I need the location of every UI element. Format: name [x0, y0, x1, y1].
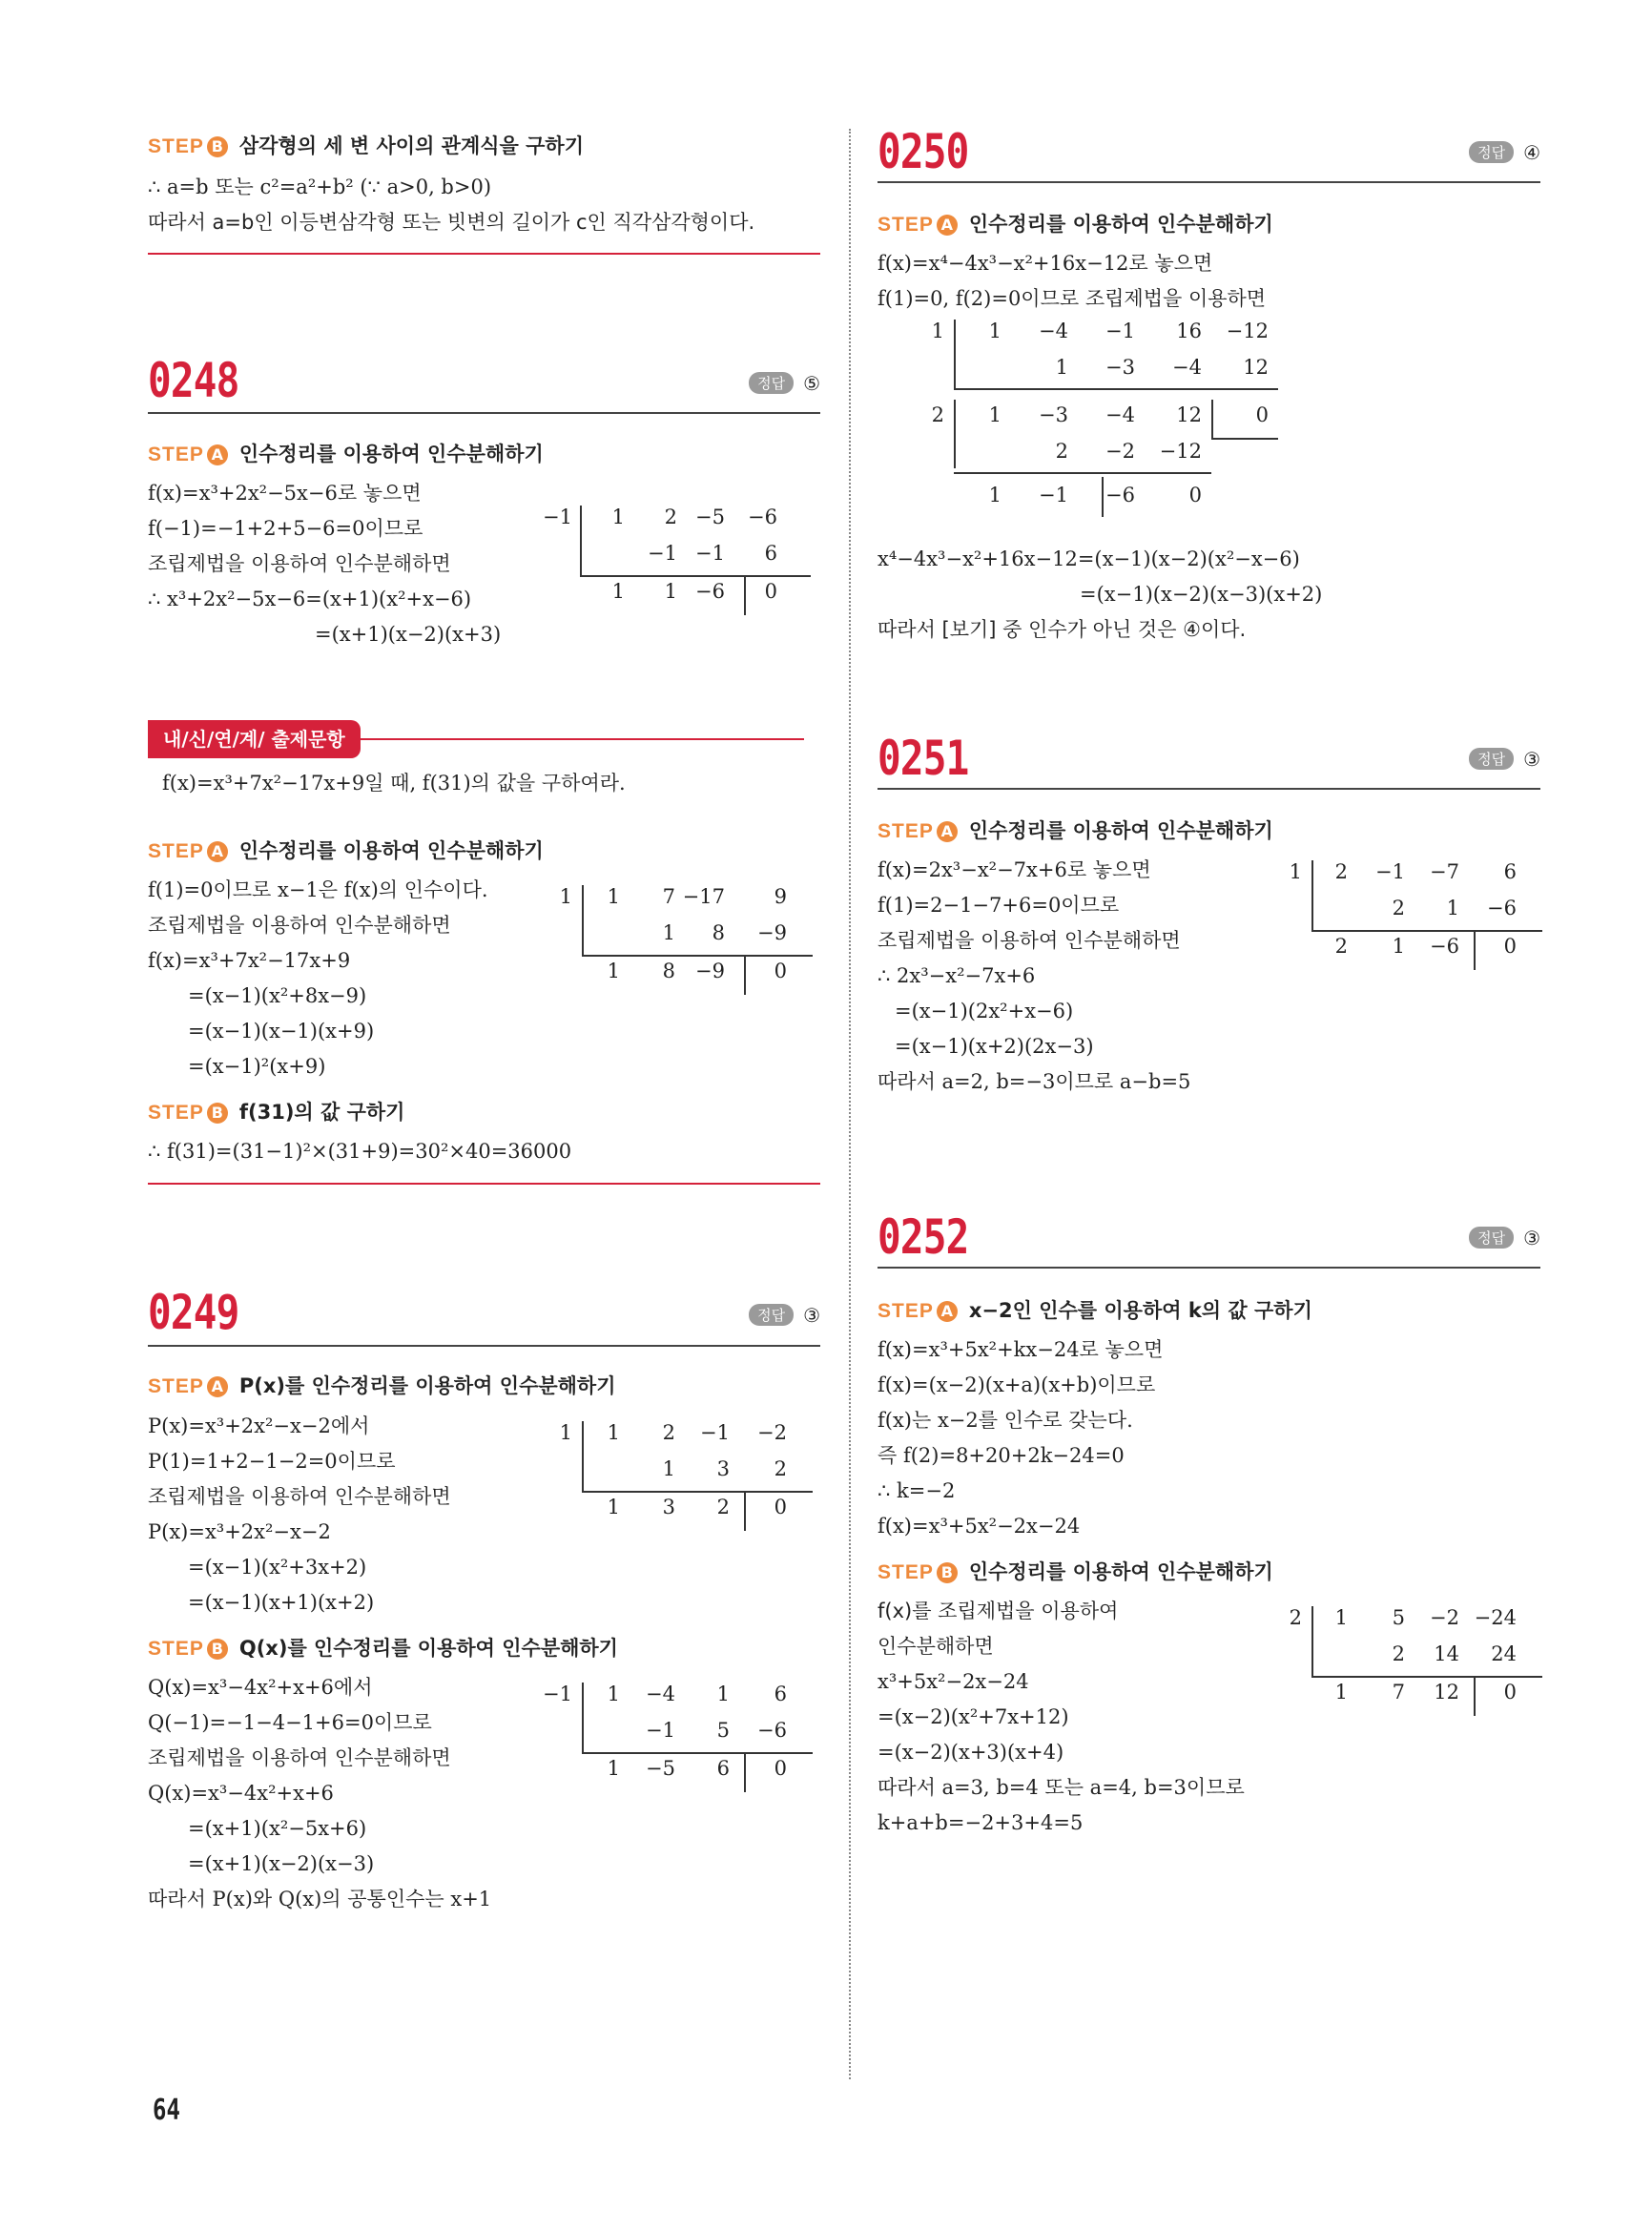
text-line: f(x)=x³+5x²+kx−24로 놓으면	[878, 1338, 1164, 1361]
text-line: 즉 f(2)=8+20+2k−24=0	[878, 1444, 1125, 1467]
step-b-heading: STEP B 인수정리를 이용하여 인수분해하기	[878, 1560, 1273, 1583]
problem-number: 0248	[148, 353, 239, 408]
text-line: ∴ x³+2x²−5x−6=(x+1)(x²+x−6)	[148, 588, 472, 610]
text-line: f(1)=0, f(2)=0이므로 조립제법을 이용하면	[878, 287, 1267, 310]
text-line: f(x)=x³+2x²−5x−6로 놓으면	[148, 482, 422, 505]
step-a-heading: STEP A 인수정리를 이용하여 인수분해하기	[878, 213, 1273, 236]
text-line: =(x−1)(x+1)(x+2)	[188, 1591, 375, 1614]
synthetic-division: 1 1 −4 −1 16 −12 1 −3 −4 12 2 1 −3 −4 12 0 2 −2 −12 1 −1 −6 0	[897, 320, 1373, 520]
text-line: f(x)=x³+5x²−2x−24	[878, 1515, 1081, 1538]
answer-badge: 정답 ③	[1469, 1227, 1540, 1249]
synthetic-division: 1 2 −1 −7 6 2 1 −6 2 1 −6 0	[1292, 860, 1579, 975]
text-line: =(x+1)(x²−5x+6)	[188, 1817, 367, 1840]
problem-number: 0249	[148, 1285, 239, 1340]
text-line: f(x)=(x−2)(x+a)(x+b)이므로	[878, 1373, 1156, 1396]
synthetic-division: 1 1 2 −1 −2 1 3 2 1 3 2 0	[544, 1421, 963, 1536]
section-divider	[148, 1183, 820, 1185]
question-text: f(x)=x³+7x²−17x+9일 때, f(31)의 값을 구하여라.	[162, 772, 626, 795]
step-a-heading: STEP A 인수정리를 이용하여 인수분해하기	[148, 443, 544, 465]
text-line: ∴ a=b 또는 c²=a²+b² (∵ a>0, b>0)	[148, 176, 492, 198]
text-line: 따라서 [보기] 중 인수가 아닌 것은 ④이다.	[878, 618, 1247, 641]
text-line: f(1)=2−1−7+6=0이므로	[878, 894, 1120, 917]
text-line: f(x)=x³+7x²−17x+9	[148, 949, 351, 972]
text-line: =(x−2)(x²+7x+12)	[878, 1705, 1069, 1728]
text-line: ∴ f(31)=(31−1)²×(31+9)=30²×40=36000	[148, 1140, 572, 1163]
section-rule	[878, 788, 1540, 790]
answer-badge: 정답 ③	[749, 1304, 820, 1327]
text-line: f(−1)=−1+2+5−6=0이므로	[148, 517, 423, 540]
synthetic-division: −1 1 −4 1 6 −1 5 −6 1 −5 6 0	[544, 1683, 963, 1797]
step-b-heading: STEP B 삼각형의 세 변 사이의 관계식을 구하기	[148, 134, 584, 157]
text-line: =(x−1)(x²+8x−9)	[188, 984, 367, 1007]
answer-badge: 정답 ④	[1469, 141, 1540, 164]
text-line: 따라서 P(x)와 Q(x)의 공통인수는 x+1	[148, 1888, 492, 1910]
problem-number: 0250	[878, 124, 969, 179]
text-line: =(x−2)(x+3)(x+4)	[878, 1741, 1064, 1764]
text-line: Q(x)=x³−4x²+x+6에서	[148, 1676, 373, 1699]
section-divider	[148, 253, 820, 255]
section-rule	[878, 181, 1540, 183]
text-line: =(x−1)(x+2)(2x−3)	[895, 1035, 1094, 1058]
step-b-heading: STEP B f(31)의 값 구하기	[148, 1101, 405, 1124]
text-line: 조립제법을 이용하여 인수분해하면	[148, 1746, 451, 1769]
text-line: =(x+1)(x−2)(x+3)	[315, 623, 502, 646]
text-line: x⁴−4x³−x²+16x−12=(x−1)(x−2)(x²−x−6)	[878, 547, 1300, 570]
text-line: Q(−1)=−1−4−1+6=0이므로	[148, 1711, 432, 1734]
text-line: f(x)=x⁴−4x³−x²+16x−12로 놓으면	[878, 252, 1213, 275]
step-a-heading: STEP A P(x)를 인수정리를 이용하여 인수분해하기	[148, 1374, 616, 1397]
text-line: P(x)=x³+2x²−x−2	[148, 1520, 331, 1543]
page-number: 64	[153, 2094, 180, 2127]
text-line: k+a+b=−2+3+4=5	[878, 1811, 1084, 1834]
text-line: Q(x)=x³−4x²+x+6	[148, 1782, 334, 1805]
text-line: f(x)=2x³−x²−7x+6로 놓으면	[878, 858, 1151, 881]
text-line: ∴ 2x³−x²−7x+6	[878, 964, 1036, 987]
text-line: 따라서 a=3, b=4 또는 a=4, b=3이므로	[878, 1776, 1245, 1799]
text-line: =(x+1)(x−2)(x−3)	[188, 1852, 375, 1875]
naesin-banner: 내/신/연/계/ 출제문항	[148, 720, 804, 758]
text-line: x³+5x²−2x−24	[878, 1670, 1029, 1693]
text-line: 따라서 a=b인 이등변삼각형 또는 빗변의 길이가 c인 직각삼각형이다.	[148, 211, 755, 234]
text-line: 조립제법을 이용하여 인수분해하면	[148, 1485, 451, 1508]
step-a-heading: STEP A x−2인 인수를 이용하여 k의 값 구하기	[878, 1299, 1312, 1322]
answer-badge: 정답 ⑤	[749, 372, 820, 395]
text-line: P(x)=x³+2x²−x−2에서	[148, 1414, 370, 1437]
text-line: =(x−1)²(x+9)	[188, 1055, 326, 1078]
section-rule	[148, 412, 820, 414]
synthetic-division: 2 1 5 −2 −24 2 14 24 1 7 12 0	[1292, 1606, 1579, 1721]
problem-number: 0252	[878, 1209, 969, 1265]
text-line: f(x)를 조립제법을 이용하여	[878, 1600, 1119, 1622]
step-b-heading: STEP B Q(x)를 인수정리를 이용하여 인수분해하기	[148, 1637, 618, 1660]
text-line: f(x)는 x−2를 인수로 갖는다.	[878, 1409, 1133, 1432]
text-line: =(x−1)(x−2)(x−3)(x+2)	[1080, 583, 1323, 606]
text-line: =(x−1)(x²+3x+2)	[188, 1556, 367, 1579]
text-line: 조립제법을 이용하여 인수분해하면	[878, 929, 1181, 952]
synthetic-division: 1 1 7 −17 9 1 8 −9 1 8 −9 0	[544, 885, 963, 1000]
text-line: f(1)=0이므로 x−1은 f(x)의 인수이다.	[148, 878, 488, 901]
text-line: 조립제법을 이용하여 인수분해하면	[148, 914, 451, 937]
text-line: 인수분해하면	[878, 1635, 994, 1658]
text-line: 조립제법을 이용하여 인수분해하면	[148, 552, 451, 575]
text-line: ∴ k=−2	[878, 1479, 956, 1502]
synthetic-division: −1 1 2 −5 −6 −1 −1 6 1 1 −6 0	[525, 506, 944, 620]
text-line: P(1)=1+2−1−2=0이므로	[148, 1450, 396, 1473]
step-a-heading: STEP A 인수정리를 이용하여 인수분해하기	[148, 839, 544, 862]
step-a-heading: STEP A 인수정리를 이용하여 인수분해하기	[878, 819, 1273, 842]
text-line: =(x−1)(x−1)(x+9)	[188, 1020, 375, 1043]
answer-badge: 정답 ③	[1469, 748, 1540, 771]
problem-number: 0251	[878, 731, 969, 786]
section-rule	[148, 1345, 820, 1347]
text-line: =(x−1)(2x²+x−6)	[895, 1000, 1074, 1022]
text-line: 따라서 a=2, b=−3이므로 a−b=5	[878, 1070, 1191, 1093]
section-rule	[878, 1267, 1540, 1269]
